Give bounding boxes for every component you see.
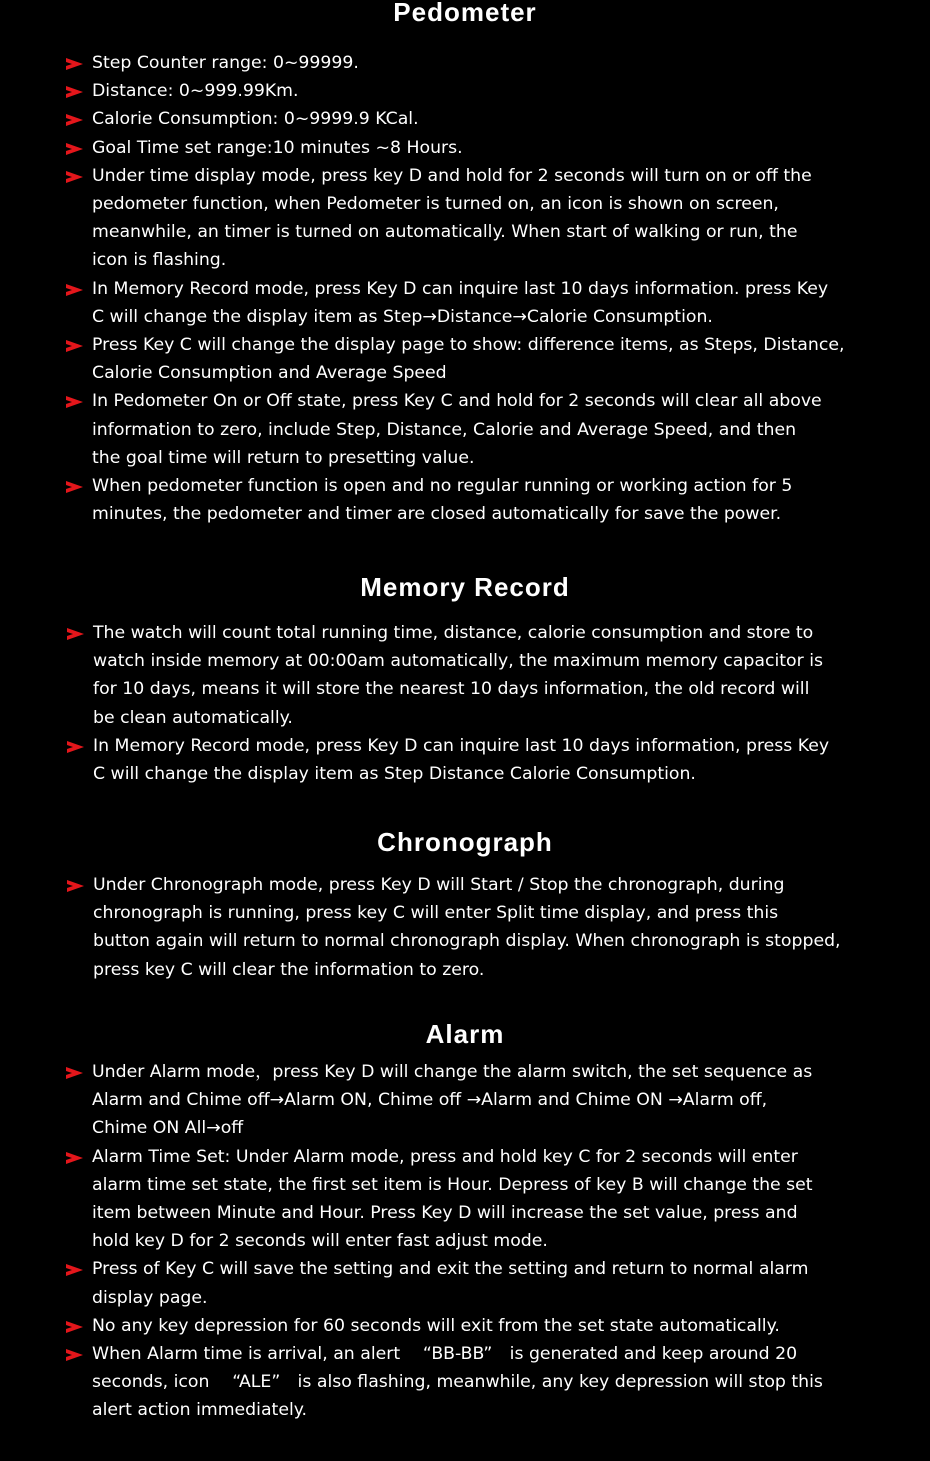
list-item-text: display page.	[92, 1287, 208, 1308]
list-item	[66, 49, 844, 77]
list-item-text: Alarm and Chime off→Alarm ON, Chime off →Alarm and Chime ON →Alarm off,	[92, 1090, 768, 1111]
chronograph-title: Chronograph	[377, 827, 553, 857]
list-item-text: Press Key C will change the display page to show: difference items, as Steps, Distance,	[92, 335, 845, 356]
list-item-text: The watch will count total running time, distance, calorie consumption and store to	[93, 623, 814, 643]
list-item-text: Calorie Consumption: 0~9999.9 KCal.	[92, 109, 419, 130]
list-item-text: icon is flashing.	[92, 250, 227, 271]
list-item-text: C will change the display item as Step Distance Calorie Consumption.	[93, 764, 696, 785]
chronograph-list	[67, 871, 841, 984]
list-item	[67, 619, 829, 732]
red-arrow-bullet-icon	[66, 340, 83, 352]
list-item-text: Under Alarm mode，press Key D will change the alarm switch, the set sequence as	[92, 1062, 813, 1082]
list-item-text: chronograph is running, press key C will enter Split time display, and press this	[93, 903, 779, 924]
red-arrow-bullet-icon	[66, 396, 83, 408]
red-arrow-bullet-icon	[66, 481, 83, 493]
list-item-text: button again will return to normal chronograph display. When chronograph is stopped,	[93, 931, 841, 952]
list-item-text: pedometer function, when Pedometer is turned on, an icon is shown on screen,	[92, 194, 779, 215]
red-arrow-bullet-icon	[66, 58, 83, 70]
list-item-text: Alarm Time Set: Under Alarm mode, press and hold key C for 2 seconds will enter	[92, 1146, 798, 1167]
list-item-text: In Memory Record mode, press Key D can inquire last 10 days information, press Key	[93, 735, 830, 756]
memory-record-title: Memory Record	[360, 572, 570, 602]
list-item	[66, 1340, 823, 1425]
memory-record-list	[67, 619, 829, 788]
list-item-text: When pedometer function is open and no regular running or working action for 5	[92, 476, 793, 497]
pedometer-list	[66, 49, 844, 528]
list-item	[66, 77, 844, 105]
red-arrow-bullet-icon	[66, 143, 83, 155]
list-item	[66, 387, 844, 472]
red-arrow-bullet-icon	[67, 628, 84, 640]
list-item-text: alarm time set state, the first set item is Hour. Depress of key B will change the set	[92, 1174, 813, 1195]
list-item	[66, 105, 844, 133]
list-item-text: meanwhile, an timer is turned on automatically. When start of walking or run, the	[92, 222, 798, 243]
list-item-text: When Alarm time is arrival, an alert “BB-BB” is generated and keep around 20	[92, 1344, 798, 1365]
list-item	[67, 871, 841, 984]
list-item-text: Distance: 0~999.99Km.	[92, 81, 299, 102]
red-arrow-bullet-icon	[66, 86, 83, 98]
red-arrow-bullet-icon	[66, 1321, 83, 1333]
list-item-text: Press of Key C will save the setting and exit the setting and return to normal alarm	[92, 1259, 809, 1280]
list-item	[66, 331, 844, 387]
list-item-text: Calorie Consumption and Average Speed	[92, 363, 447, 384]
list-item	[66, 472, 844, 528]
red-arrow-bullet-icon	[66, 1264, 83, 1276]
alarm-list	[66, 1058, 823, 1425]
list-item-text: item between Minute and Hour. Press Key D will increase the set value, press and	[92, 1203, 798, 1224]
list-item	[66, 1255, 823, 1311]
list-item-text: hold key D for 2 seconds will enter fast adjust mode.	[92, 1231, 548, 1252]
list-item-text: the goal time will return to presetting value.	[92, 447, 475, 468]
list-item	[66, 134, 844, 162]
red-arrow-bullet-icon	[66, 114, 83, 126]
list-item-text: Chime ON All→off	[92, 1118, 244, 1139]
red-arrow-bullet-icon	[67, 880, 84, 892]
list-item	[66, 162, 844, 275]
list-item-text: minutes, the pedometer and timer are closed automatically for save the power.	[92, 504, 782, 525]
list-item-text: for 10 days, means it will store the nearest 10 days information, the old record will	[93, 679, 810, 700]
list-item	[66, 1058, 823, 1143]
list-item-text: information to zero, include Step, Distance, Calorie and Average Speed, and then	[92, 419, 797, 440]
pedometer-title: Pedometer	[393, 0, 537, 27]
red-arrow-bullet-icon	[66, 284, 83, 296]
list-item	[67, 732, 829, 788]
list-item-text: Under time display mode, press key D and hold for 2 seconds will turn on or off the	[92, 165, 812, 186]
red-arrow-bullet-icon	[66, 1349, 83, 1361]
red-arrow-bullet-icon	[66, 171, 83, 183]
list-item-text: No any key depression for 60 seconds will exit from the set state automatically.	[92, 1315, 780, 1336]
list-item-text: be clean automatically.	[93, 707, 293, 728]
red-arrow-bullet-icon	[66, 1067, 83, 1079]
list-item-text: Under Chronograph mode, press Key D will Start / Stop the chronograph, during	[93, 875, 785, 895]
list-item-text: In Memory Record mode, press Key D can inquire last 10 days information. press Key	[92, 278, 829, 299]
list-item-text: alert action immediately.	[92, 1400, 308, 1421]
list-item-text: Step Counter range: 0~99999.	[92, 53, 359, 73]
alarm-title: Alarm	[425, 1019, 505, 1049]
list-item-text: press key C will clear the information to zero.	[93, 959, 485, 980]
red-arrow-bullet-icon	[66, 1152, 83, 1164]
list-item-text: watch inside memory at 00:00am automatically, the maximum memory capacitor is	[93, 651, 823, 672]
list-item-text: Goal Time set range:10 minutes ~8 Hours.	[92, 137, 463, 158]
list-item	[66, 275, 844, 331]
red-arrow-bullet-icon	[67, 741, 84, 753]
list-item	[66, 1312, 823, 1340]
list-item-text: seconds, icon “ALE” is also flashing, meanwhile, any key depression will stop this	[92, 1372, 823, 1393]
list-item-text: C will change the display item as Step→Distance→Calorie Consumption.	[92, 306, 713, 327]
list-item	[66, 1143, 823, 1256]
list-item-text: In Pedometer On or Off state, press Key C and hold for 2 seconds will clear all above	[92, 391, 822, 412]
